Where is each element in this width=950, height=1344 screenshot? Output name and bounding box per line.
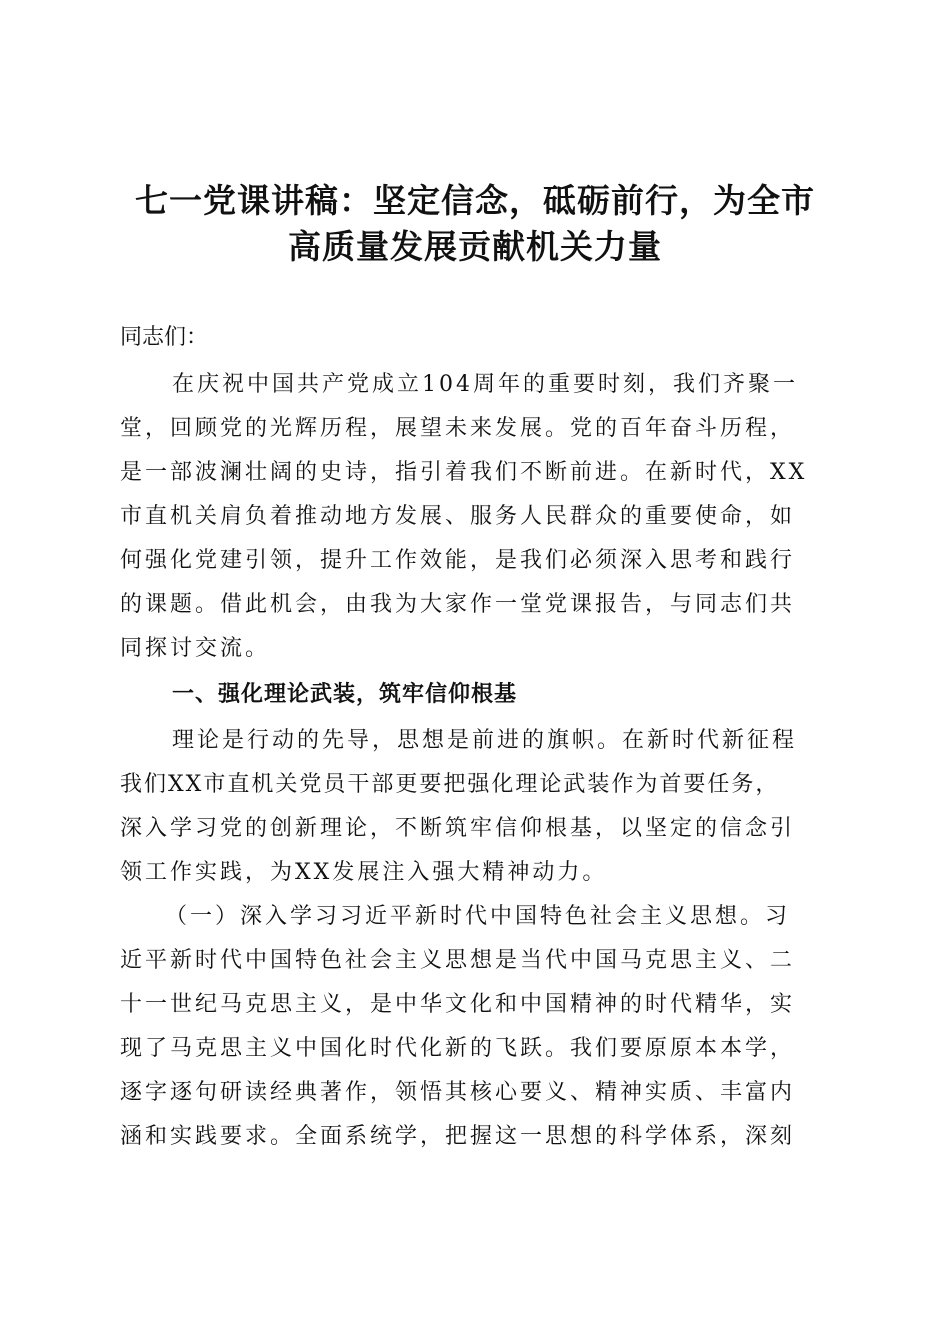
paragraph-3-line: 现了马克思主义中国化时代化新的飞跃。我们要原原本本学， [120,1036,796,1061]
paragraph-3-line: 十一世纪马克思主义，是中华文化和中国精神的时代精华，实 [120,992,796,1017]
section-heading-1: 一、强化理论武装，筑牢信仰根基 [172,682,518,707]
paragraph-1-line: 市直机关肩负着推动地方发展、服务人民群众的重要使命，如 [120,504,796,529]
paragraph-3-line: 逐字逐句研读经典著作，领悟其核心要义、精神实质、丰富内 [120,1080,796,1105]
paragraph-1-line: 堂，回顾党的光辉历程，展望未来发展。党的百年奋斗历程， [120,416,796,441]
paragraph-2-line: 理论是行动的先导，思想是前进的旗帜。在新时代新征程 [172,728,798,753]
paragraph-1-line: 是一部波澜壮阔的史诗，指引着我们不断前进。在新时代，XX [120,460,808,485]
paragraph-2-line: 领工作实践，为XX发展注入强大精神动力。 [120,860,608,885]
paragraph-3-line: 近平新时代中国特色社会主义思想是当代中国马克思主义、二 [120,948,796,973]
paragraph-2-line: 我们XX市直机关党员干部更要把强化理论武装作为首要任务， [120,772,780,797]
paragraph-3-line: （一）深入学习习近平新时代中国特色社会主义思想。习 [165,904,791,929]
paragraph-1-line: 在庆祝中国共产党成立104周年的重要时刻，我们齐聚一 [172,372,798,397]
document-title-line-2: 高质量发展贡献机关力量 [288,227,662,266]
document-title-line-1: 七一党课讲稿：坚定信念，砥砺前行，为全市 [135,181,815,220]
paragraph-2-line: 深入学习党的创新理论，不断筑牢信仰根基，以坚定的信念引 [120,816,796,841]
paragraph-1-line: 同探讨交流。 [120,636,271,661]
paragraph-1-line: 何强化党建引领，提升工作效能，是我们必须深入思考和践行 [120,548,796,573]
salutation: 同志们： [120,325,209,350]
paragraph-1-line: 的课题。借此机会，由我为大家作一堂党课报告，与同志们共 [120,592,796,617]
paragraph-3-line: 涵和实践要求。全面系统学，把握这一思想的科学体系，深刻 [120,1124,796,1149]
